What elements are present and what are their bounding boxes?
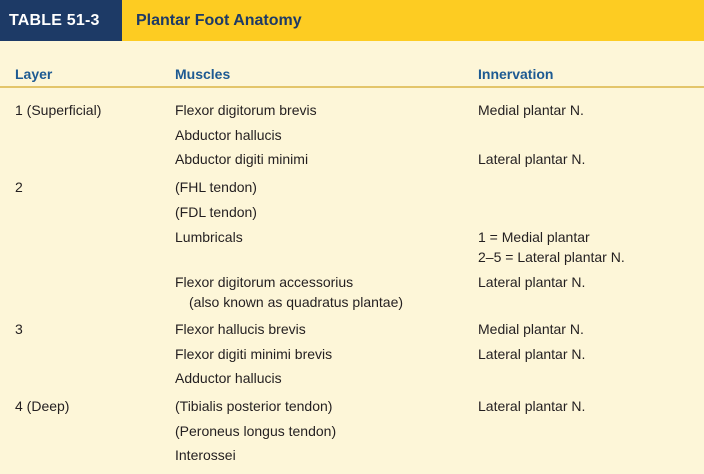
cell-innervation: Medial plantar N.: [478, 102, 584, 118]
table-header-row: [0, 41, 704, 87]
cell-muscle: Flexor digitorum accessorius: [175, 274, 354, 290]
cell-innervation-line2: 2–5 = Lateral plantar N.: [478, 249, 625, 265]
cell-muscle: Adductor hallucis: [175, 370, 282, 386]
cell-innervation: 1 = Medial plantar: [478, 229, 590, 245]
cell-innervation: Lateral plantar N.: [478, 346, 586, 362]
cell-layer: 2: [15, 179, 23, 195]
cell-innervation: Lateral plantar N.: [478, 398, 586, 414]
header-layer: Layer: [15, 66, 53, 82]
cell-muscle: Abductor hallucis: [175, 127, 282, 143]
header-divider: [0, 86, 704, 88]
header-innervation: Innervation: [478, 66, 554, 82]
cell-innervation: Medial plantar N.: [478, 321, 584, 337]
cell-muscle: (Peroneus longus tendon): [175, 423, 337, 439]
cell-muscle: (FDL tendon): [175, 204, 257, 220]
table-title: Plantar Foot Anatomy: [136, 11, 302, 29]
cell-layer: 4 (Deep): [15, 398, 70, 414]
cell-muscle: Flexor digiti minimi brevis: [175, 346, 333, 362]
cell-innervation: Lateral plantar N.: [478, 274, 586, 290]
cell-muscle: Lumbricals: [175, 229, 243, 245]
header-muscles: Muscles: [175, 66, 231, 82]
cell-muscle: Interossei: [175, 447, 236, 463]
cell-muscle: (Tibialis posterior tendon): [175, 398, 333, 414]
table-title-bar: [0, 0, 704, 41]
cell-innervation: Lateral plantar N.: [478, 151, 586, 167]
table-number-tag: TABLE 51-3: [0, 0, 122, 41]
cell-muscle: Flexor digitorum brevis: [175, 102, 317, 118]
cell-muscle: (FHL tendon): [175, 179, 257, 195]
cell-muscle-line2: (also known as quadratus plantae): [189, 294, 404, 310]
cell-muscle: Flexor hallucis brevis: [175, 321, 306, 337]
cell-layer: 1 (Superficial): [15, 102, 102, 118]
cell-muscle: Abductor digiti minimi: [175, 151, 309, 167]
cell-layer: 3: [15, 321, 23, 337]
